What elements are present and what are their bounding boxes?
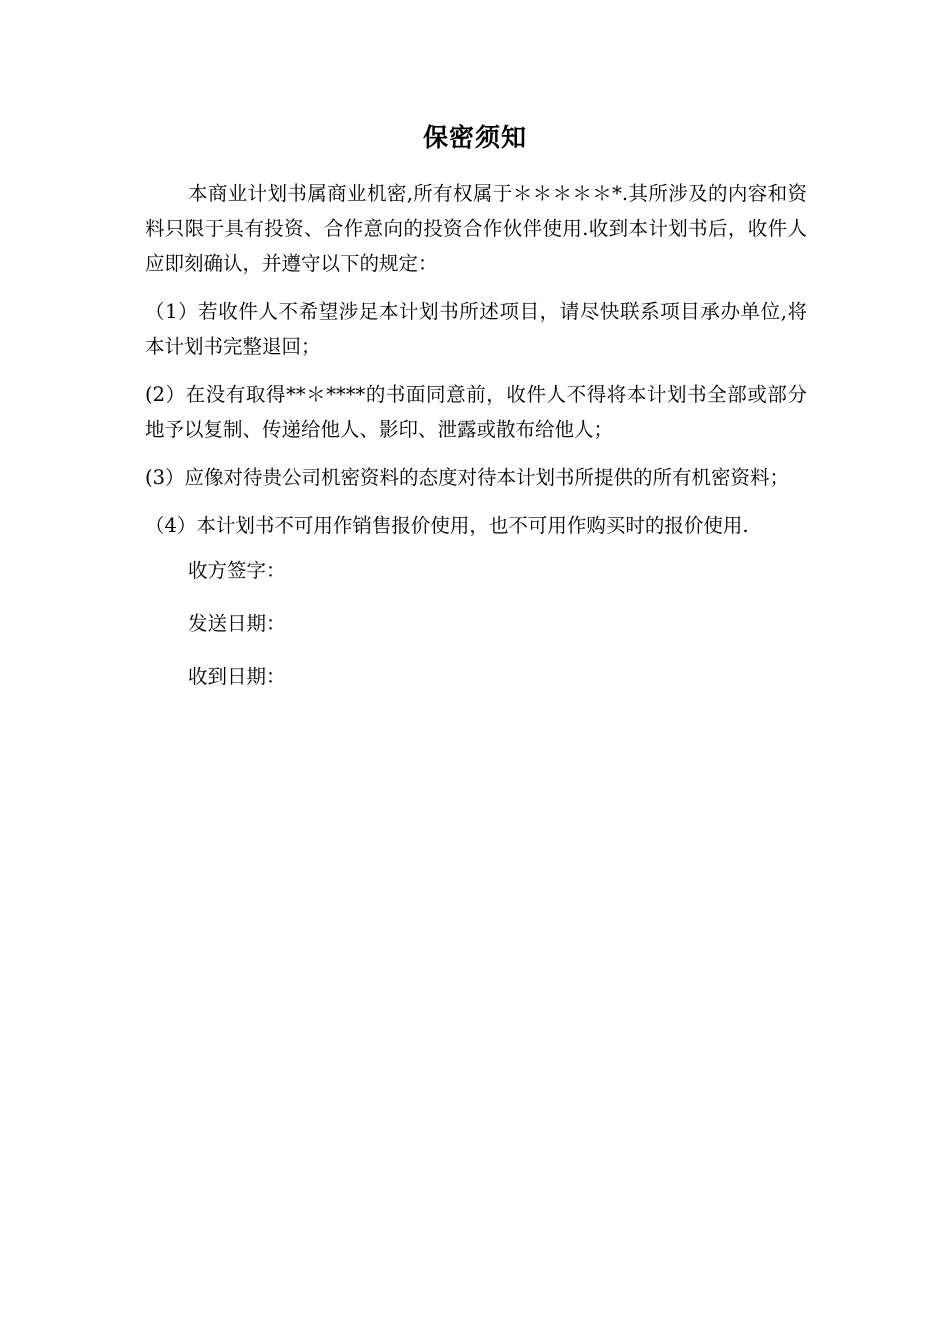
rule-3: (3）应像对待贵公司机密资料的态度对待本计划书所提供的所有机密资料； [145, 466, 790, 489]
rule-4: （4）本计划书不可用作销售报价使用，也不可用作购买时的报价使用. [145, 514, 749, 537]
send-date-label: 发送日期： [188, 612, 286, 635]
intro-paragraph: 本商业计划书属商业机密,所有权属于＊＊＊＊＊*.其所涉及的内容和资料只限于具有投资、合作意向的投资合作伙伴使用.收到本计划书后，收件人应即刻确认，并遵守以下的规定： [145, 182, 807, 275]
rule-2: (2）在没有取得**＊****的书面同意前，收件人不得将本计划书全部或部分地予以复制、传递给他人、影印、泄露或散布给他人； [145, 383, 807, 441]
document-title: 保密须知 [422, 123, 527, 152]
document-body [145, 176, 807, 715]
receive-date-label: 收到日期： [188, 665, 286, 688]
receiver-signature-label: 收方签字： [188, 559, 286, 582]
rule-1: （1）若收件人不希望涉足本计划书所述项目，请尽快联系项目承办单位,将本计划书完整退回； [145, 300, 807, 358]
